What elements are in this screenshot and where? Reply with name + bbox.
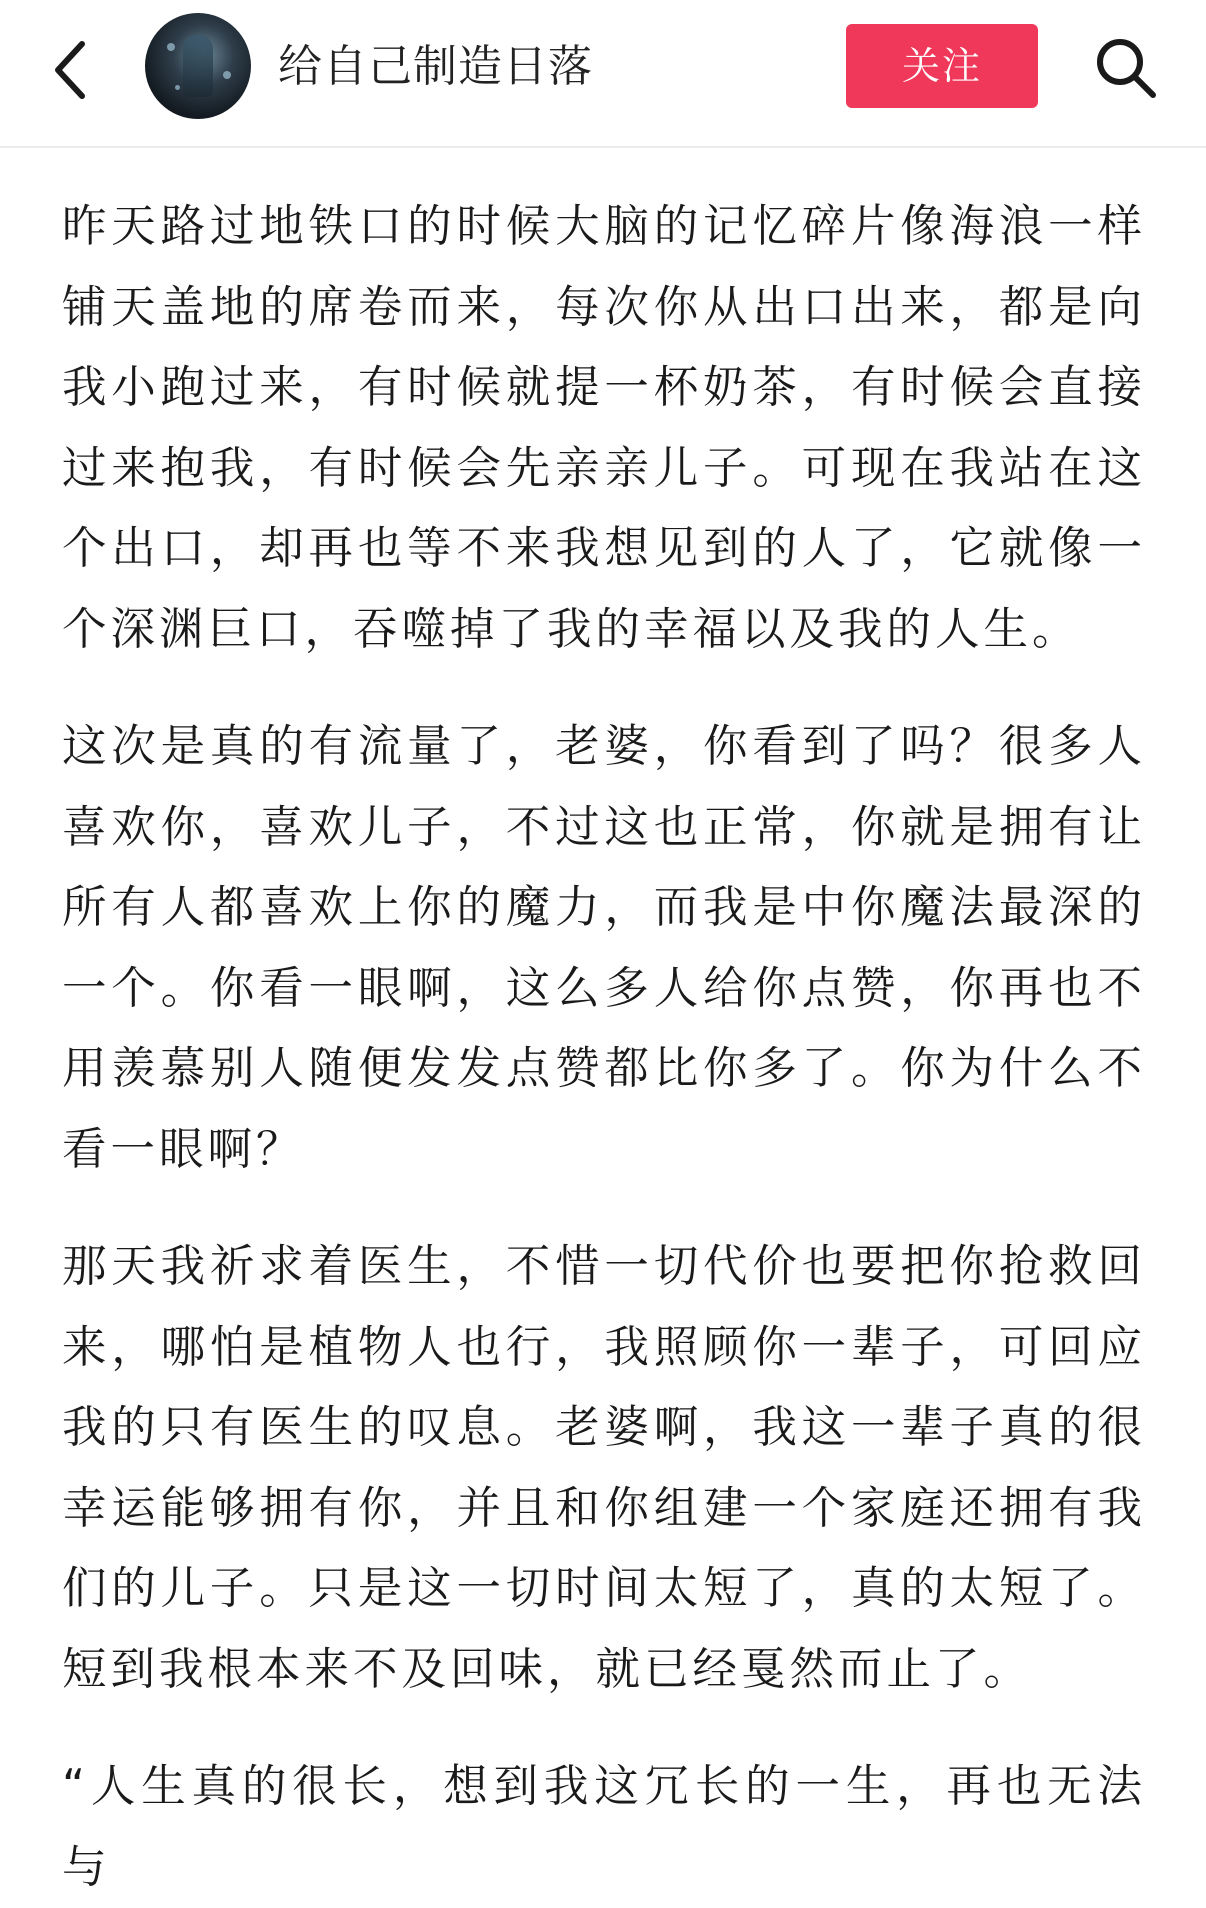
channel-name[interactable]: 给自己制造日落 bbox=[278, 41, 593, 92]
back-chevron-icon bbox=[50, 38, 90, 102]
back-button[interactable] bbox=[40, 30, 100, 110]
search-button[interactable] bbox=[1090, 32, 1162, 104]
article-paragraph: 那天我祈求着医生，不惜一切代价也要把你抢救回来，哪怕是植物人也行，我照顾你一辈子，可回应我的只有医生的叹息。老婆啊，我这一辈子真的很幸运能够拥有你，并且和你组建一个家庭还拥有我们的儿子。只是这一切时间太短了，真的太短了。短到我根本来不及回味，就已经戛然而止了。 bbox=[62, 1241, 1146, 1695]
avatar-figure bbox=[183, 35, 213, 97]
avatar-detail bbox=[175, 85, 180, 90]
avatar-detail bbox=[167, 43, 175, 51]
article-paragraph: 这次是真的有流量了，老婆，你看到了吗？很多人喜欢你，喜欢儿子，不过这也正常，你就是拥有让所有人都喜欢上你的魔力，而我是中你魔法最深的一个。你看一眼啊，这么多人给你点赞，你再也不用羡慕别人随便发发点赞都比你多了。你为什么不看一眼啊？ bbox=[62, 721, 1146, 1175]
search-icon bbox=[1093, 35, 1159, 101]
article-paragraph: “人生真的很长，想到我这冗长的一生，再也无法与 bbox=[62, 1761, 1146, 1893]
follow-button[interactable]: 关注 bbox=[846, 24, 1038, 108]
article-body bbox=[62, 187, 1146, 1908]
avatar[interactable] bbox=[145, 13, 251, 119]
article-paragraph: 昨天路过地铁口的时候大脑的记忆碎片像海浪一样铺天盖地的席卷而来，每次你从出口出来，都是向我小跑过来，有时候就提一杯奶茶，有时候会直接过来抱我，有时候会先亲亲儿子。可现在我站在这个出口，却再也等不来我想见到的人了，它就像一个深渊巨口，吞噬掉了我的幸福以及我的人生。 bbox=[62, 201, 1146, 655]
avatar-detail bbox=[223, 71, 231, 79]
top-bar bbox=[0, 0, 1206, 148]
